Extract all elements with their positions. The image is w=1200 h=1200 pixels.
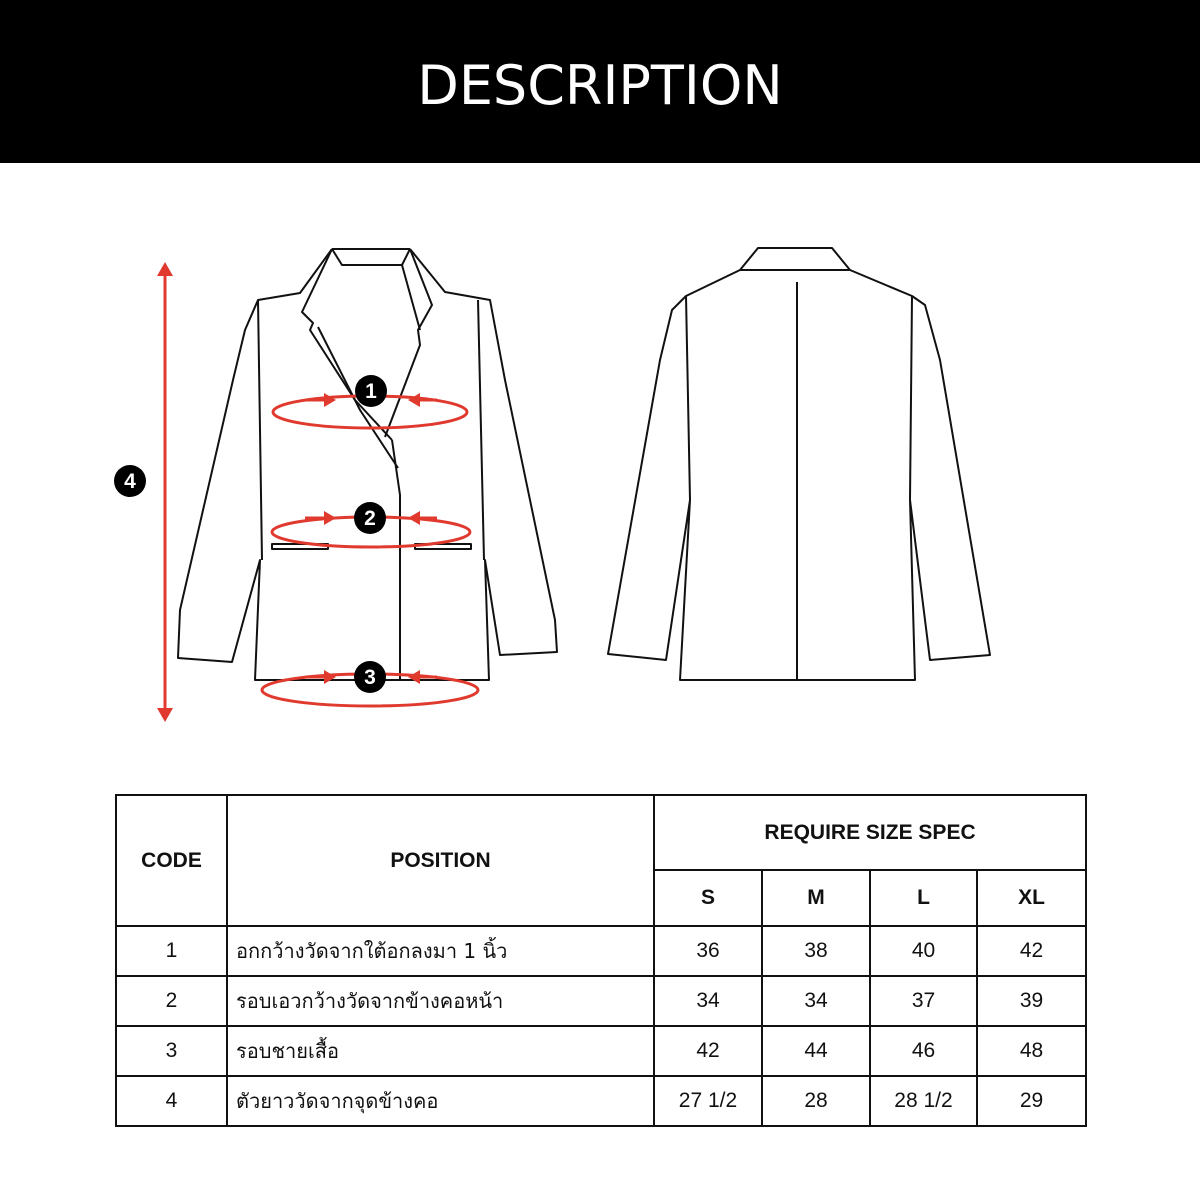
size-m-cell: 34 [762,976,870,1026]
position-header: POSITION [227,795,654,926]
size-s-cell: 34 [654,976,762,1026]
table-row [116,1076,1086,1126]
hem-arrow-left-icon [324,670,336,684]
table-row [116,976,1086,1026]
size-header-l: L [870,870,977,926]
code-cell: 4 [116,1076,227,1126]
size-s-cell: 42 [654,1026,762,1076]
size-header-m: M [762,870,870,926]
size-spec-table [115,794,1087,1127]
svg-text:4: 4 [124,470,136,493]
hem-arrow-right-icon [408,670,420,684]
position-cell: รอบชายเสื้อ [227,1026,654,1076]
size-l-cell: 37 [870,976,977,1026]
length-arrow-top-icon [157,262,173,276]
code-header: CODE [116,795,227,926]
marker-1 [355,375,387,407]
waist-arrow-right-icon [408,511,420,525]
chest-arrow-right-icon [408,393,420,407]
position-cell: ตัวยาววัดจากจุดข้างคอ [227,1076,654,1126]
size-s-cell: 27 1/2 [654,1076,762,1126]
size-l-cell: 28 1/2 [870,1076,977,1126]
svg-text:1: 1 [365,380,377,403]
jacket-back-drawing [608,248,990,680]
marker-2 [354,502,386,534]
size-header-s: S [654,870,762,926]
jacket-illustration [0,163,1200,763]
size-xl-cell: 48 [977,1026,1086,1076]
header-bar [0,0,1200,163]
svg-text:3: 3 [364,666,376,689]
size-xl-cell: 39 [977,976,1086,1026]
measurement-annotations [114,262,478,722]
chest-arrow-left-icon [324,393,336,407]
position-cell: อกกว้างวัดจากใต้อกลงมา 1 นิ้ว [227,926,654,976]
size-s-cell: 36 [654,926,762,976]
page-title: DESCRIPTION [417,54,783,117]
table-row [116,1026,1086,1076]
marker-4 [114,465,146,497]
table-row [116,926,1086,976]
code-cell: 2 [116,976,227,1026]
marker-3 [354,661,386,693]
size-l-cell: 46 [870,1026,977,1076]
size-m-cell: 38 [762,926,870,976]
svg-text:2: 2 [364,507,376,530]
size-l-cell: 40 [870,926,977,976]
size-xl-cell: 29 [977,1076,1086,1126]
waist-arrow-left-icon [324,511,336,525]
size-header-xl: XL [977,870,1086,926]
code-cell: 1 [116,926,227,976]
length-arrow-bottom-icon [157,708,173,722]
size-m-cell: 44 [762,1026,870,1076]
size-m-cell: 28 [762,1076,870,1126]
spec-header: REQUIRE SIZE SPEC [654,795,1086,870]
position-cell: รอบเอวกว้างวัดจากข้างคอหน้า [227,976,654,1026]
jacket-front-drawing [178,249,557,680]
size-xl-cell: 42 [977,926,1086,976]
code-cell: 3 [116,1026,227,1076]
